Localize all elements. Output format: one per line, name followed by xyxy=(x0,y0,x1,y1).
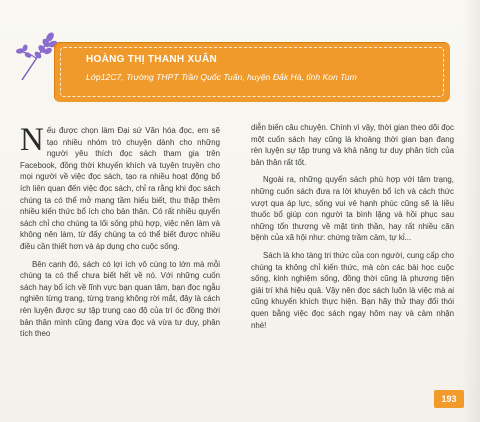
page-edge-shadow xyxy=(462,0,480,422)
author-name: HOÀNG THỊ THANH XUÂN xyxy=(86,54,217,65)
paragraph: Bên cạnh đó, sách có lợi ích vô cùng to lớn mà mỗi chúng ta có thể chưa biết hết về nó. Với những cuốn sách hay bổ ích về lĩnh vực bạn quan tâm, bạn đọc ngẫu nghiên từng trang, từng trang không rời mắt, đây là cách rèn luyện được sự tập trung cao độ của trí óc đồng thời bản thân mình cũng đang vừa đọc và vừa tư duy, phân tích theo xyxy=(20,259,220,339)
author-school: Lớp12C7, Trường THPT Trần Quốc Tuấn, huyện Đắk Hà, tỉnh Kon Tum xyxy=(86,72,357,82)
left-column xyxy=(20,122,220,346)
paragraph: Sách là kho tàng tri thức của con người, cung cấp cho chúng ta không chỉ kiến thức, mà còn các bài học cuộc sống, kinh nghiệm sống, đồng thời cũng là phương tiện giải trí khá hiệu quả. Vậy nên đọc sách luôn là việc mà ai cũng khuyến khích thực hiện. Bạn hãy thử thay đổi thói quen bằng việc đọc sách ngay hôm nay và cảm nhận nhé! xyxy=(251,250,454,330)
author-banner xyxy=(54,42,450,102)
page-number: 193 xyxy=(434,390,464,408)
paragraph: diễn biến câu chuyện. Chính vì vậy, thời gian theo dõi đọc một cuốn sách hay cũng là khoảng thời gian bạn đang rèn luyện sự tập trung và khả năng tư duy phân tích của bản thân rất tốt. xyxy=(251,123,454,167)
paragraph xyxy=(20,122,220,253)
paragraph: Ngoài ra, những quyển sách phù hợp với tâm trạng, những cuốn sách đưa ra lời khuyên bổ ích và cách thức vượt qua áp lực, sống vui vẻ hạnh phúc cũng sẽ là liều thuốc bổ giúp con người ta bình lặng và hồi phục sau những tổn thương về mặt tinh thần, hay rất nhiều căn bệnh của xã hội như: chứng trầm cảm, tự kỉ... xyxy=(251,175,454,243)
paragraph-text: ếu được chọn làm Đại sứ Văn hóa đọc, em sẽ tạo nhiều nhóm trò chuyện dành cho những người yêu thích đọc sách tham gia trên Facebook, đồng thời khuyến khích và tuyên truyền cho mọi người về việc đọc sách, tạo ra nhiều hoạt động bổ ích liên quan đến việc đọc sách, chỉ ra rằng khi đọc sách chúng ta có thể mở mang tầm hiểu biết, thu thập thêm nhiều kiến thức bổ ích cho bản thân. Có rất nhiều quyển sách chỉ cho chúng ta lối sống phù hợp, việc nên làm và không nên làm, từ đấy chúng ta có thể biết được nhiều điều cần thiết hơn và áp dụng cho cuộc sống. xyxy=(20,126,220,251)
drop-cap: N xyxy=(20,122,44,158)
right-column xyxy=(251,122,454,337)
